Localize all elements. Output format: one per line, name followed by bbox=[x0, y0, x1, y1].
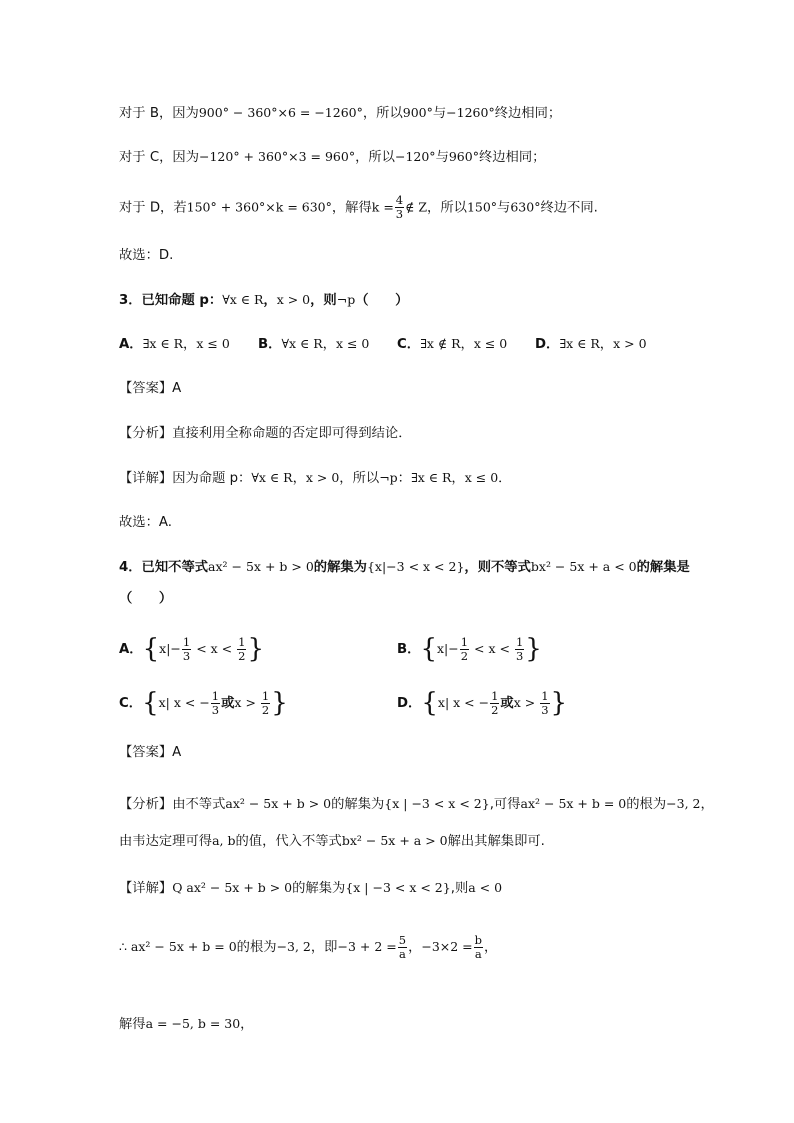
text: 解得 bbox=[119, 1017, 146, 1032]
fraction bbox=[211, 690, 220, 717]
right-brace: } bbox=[247, 634, 264, 664]
text: 的根为 bbox=[236, 940, 277, 955]
question-4-paren: （ ） bbox=[119, 591, 173, 606]
math: ¬p bbox=[379, 470, 398, 485]
denominator: 2 bbox=[238, 648, 246, 663]
math: −120° + 360°×3 = 960° bbox=[199, 149, 356, 164]
numerator: 1 bbox=[238, 634, 246, 649]
numerator: b bbox=[474, 932, 483, 947]
math: 960° bbox=[448, 149, 479, 164]
denominator: 2 bbox=[261, 702, 270, 717]
math: −120° bbox=[394, 149, 436, 164]
left-brace: { bbox=[421, 688, 438, 718]
math: bx² − 5x + a < 0 bbox=[530, 559, 637, 574]
math: x > bbox=[234, 695, 260, 710]
denominator: 3 bbox=[395, 207, 404, 221]
left-brace: { bbox=[142, 634, 160, 664]
text: 解出其解集即可. bbox=[447, 834, 545, 849]
solution-line-d bbox=[119, 194, 754, 221]
text: ， bbox=[700, 797, 714, 812]
math: x|− bbox=[436, 641, 459, 656]
text: 的根为 bbox=[626, 797, 667, 812]
math: ax² − 5x + b = 0 bbox=[520, 796, 627, 811]
q3-analysis bbox=[119, 423, 754, 445]
math: ∃x ∉ R bbox=[420, 336, 461, 351]
option-label: D． bbox=[397, 696, 422, 711]
text: ，则不等式 bbox=[464, 560, 531, 575]
math: ∉ Z bbox=[405, 199, 428, 215]
text: 的解集为 bbox=[292, 881, 346, 896]
section-tag: 【详解】 bbox=[119, 881, 173, 896]
guxuan-a: 故选：A. bbox=[119, 515, 172, 530]
text: 4．已知不等式 bbox=[119, 560, 209, 575]
q3-option-d[interactable] bbox=[535, 333, 647, 356]
text: ，所以 bbox=[427, 200, 467, 216]
q4-option-d[interactable] bbox=[397, 686, 567, 721]
text: ： bbox=[397, 471, 411, 486]
text: 与 bbox=[432, 106, 447, 121]
denominator: 3 bbox=[182, 648, 191, 663]
text: 对于 D，若 bbox=[119, 200, 187, 216]
math: 900° bbox=[402, 105, 433, 120]
math: < x < bbox=[470, 641, 514, 656]
text: ，所以 bbox=[355, 150, 395, 165]
math: x ≤ 0 bbox=[473, 336, 508, 351]
fraction bbox=[474, 934, 483, 961]
text: 与 bbox=[435, 150, 449, 165]
text: ， bbox=[183, 337, 197, 352]
text: 终边相同； bbox=[494, 106, 562, 121]
section-tag: 【分析】 bbox=[119, 797, 173, 812]
text: ,可得 bbox=[489, 797, 521, 812]
text: 由韦达定理可得 bbox=[119, 834, 213, 849]
math: Q ax² − 5x + b > 0 bbox=[172, 880, 293, 895]
solution-line-c bbox=[119, 146, 754, 169]
text: ， bbox=[408, 940, 422, 955]
text: ，则 bbox=[310, 293, 337, 308]
text: 的解集为 bbox=[313, 560, 367, 575]
q4-analysis-2 bbox=[119, 830, 754, 853]
left-brace: { bbox=[420, 634, 437, 664]
option-label: A． bbox=[119, 642, 143, 657]
math: ax² − 5x + b > 0 bbox=[208, 559, 314, 574]
text: ， bbox=[484, 940, 498, 955]
math: x| x < − bbox=[158, 695, 210, 710]
option-label: B． bbox=[397, 642, 421, 657]
numerator: 1 bbox=[541, 688, 549, 703]
text: 由不等式 bbox=[172, 797, 226, 812]
q4-option-b[interactable] bbox=[397, 632, 542, 667]
math: x > 0 bbox=[613, 336, 647, 351]
text: 因为命题 p： bbox=[172, 471, 252, 486]
fraction bbox=[515, 636, 524, 663]
math: {x|−3 < x < 2} bbox=[366, 559, 465, 574]
math: a, b bbox=[212, 833, 236, 848]
text: 终边相同； bbox=[478, 150, 546, 165]
math: x > 0 bbox=[276, 292, 311, 307]
q3-option-c[interactable] bbox=[397, 333, 507, 356]
text: ，即 bbox=[310, 940, 338, 955]
numerator: 1 bbox=[515, 634, 524, 649]
numerator: 1 bbox=[491, 688, 499, 703]
text: ,则 bbox=[450, 881, 469, 896]
q4-option-c[interactable] bbox=[119, 686, 288, 721]
math: −1260° bbox=[446, 105, 495, 120]
math: {x | −3 < x < 2} bbox=[345, 880, 451, 895]
q4-detail-3 bbox=[119, 1013, 754, 1036]
math: k = bbox=[371, 199, 394, 215]
text: ， bbox=[599, 337, 614, 352]
math: < x < bbox=[192, 641, 237, 656]
q3-answer: 【答案】A bbox=[119, 381, 182, 396]
denominator: 2 bbox=[491, 702, 499, 717]
denominator: a bbox=[474, 946, 482, 961]
numerator: 5 bbox=[398, 932, 407, 947]
fraction bbox=[261, 690, 270, 717]
math: ∀x ∈ R bbox=[222, 292, 264, 307]
math: a = −5, b = 30 bbox=[145, 1016, 241, 1031]
option-label: C． bbox=[119, 696, 143, 711]
option-label: C． bbox=[397, 337, 421, 352]
math: ¬p bbox=[336, 292, 356, 307]
section-tag: 【分析】 bbox=[119, 426, 173, 441]
q3-option-a[interactable] bbox=[119, 333, 230, 356]
text: 的解集是 bbox=[636, 560, 690, 575]
right-brace: } bbox=[550, 688, 568, 718]
text: ， bbox=[240, 1017, 254, 1032]
text: 与 bbox=[497, 200, 511, 216]
text: 或 bbox=[500, 696, 514, 711]
math: x > 0 bbox=[305, 470, 340, 485]
math: −3, 2 bbox=[666, 796, 701, 811]
text: 直接利用全称命题的否定即可得到结论． bbox=[172, 426, 412, 441]
denominator: 3 bbox=[515, 648, 524, 663]
option-label: B． bbox=[258, 337, 282, 352]
math: 150° bbox=[466, 199, 498, 215]
option-label: D． bbox=[535, 337, 560, 352]
math: 150° + 360°×k = 630° bbox=[186, 199, 332, 215]
text: ， bbox=[322, 337, 336, 352]
fraction bbox=[460, 636, 469, 663]
fraction bbox=[490, 690, 499, 717]
math: x ≤ 0 bbox=[464, 470, 499, 485]
math: −3×2 = bbox=[421, 939, 473, 954]
math: 900° − 360°×6 = −1260° bbox=[198, 105, 363, 120]
math: x ≤ 0 bbox=[335, 336, 370, 351]
text: ， bbox=[451, 471, 465, 486]
text: ， bbox=[460, 337, 474, 352]
q3-detail bbox=[119, 467, 754, 490]
text: 对于 C，因为 bbox=[119, 150, 199, 165]
question-4-stem bbox=[119, 556, 754, 579]
q4-detail-2 bbox=[119, 930, 754, 965]
text: 的值，代入不等式 bbox=[235, 834, 342, 849]
math: bx² − 5x + a > 0 bbox=[341, 833, 448, 848]
math: ax² − 5x + b > 0 bbox=[225, 796, 332, 811]
q4-answer: 【答案】A bbox=[119, 745, 182, 760]
section-tag: 【详解】 bbox=[119, 471, 173, 486]
numerator: 1 bbox=[182, 634, 191, 649]
denominator: 3 bbox=[541, 702, 549, 717]
math: 630° bbox=[510, 199, 541, 215]
numerator: 1 bbox=[460, 634, 469, 649]
text: 终边不同. bbox=[540, 200, 598, 216]
math: ∀x ∈ R bbox=[281, 336, 323, 351]
math: −3, 2 bbox=[276, 939, 311, 954]
fraction bbox=[237, 636, 246, 663]
math: ∀x ∈ R bbox=[251, 470, 293, 485]
math: {x | −3 < x < 2} bbox=[384, 796, 490, 811]
q3-option-b[interactable] bbox=[258, 333, 369, 356]
text: ， bbox=[263, 293, 277, 308]
text: ． bbox=[498, 471, 512, 486]
fraction bbox=[395, 194, 404, 221]
option-label: A． bbox=[119, 337, 143, 352]
fraction bbox=[398, 934, 407, 961]
left-brace: { bbox=[142, 688, 159, 718]
math: −3 + 2 = bbox=[337, 939, 397, 954]
math: x|− bbox=[159, 641, 181, 656]
text: ，所以 bbox=[339, 471, 380, 486]
right-brace: } bbox=[271, 688, 288, 718]
text: （ ） bbox=[355, 293, 409, 308]
text: ， bbox=[292, 471, 306, 486]
question-3-stem bbox=[119, 289, 754, 312]
math: ∃x ∈ R bbox=[410, 470, 452, 485]
text: 或 bbox=[221, 696, 235, 711]
denominator: a bbox=[398, 946, 406, 961]
math: ∃x ∈ R bbox=[559, 336, 600, 351]
fraction bbox=[182, 636, 191, 663]
numerator: 4 bbox=[395, 193, 404, 207]
math: ∴ ax² − 5x + b = 0 bbox=[119, 939, 237, 954]
fraction bbox=[540, 690, 549, 717]
text: ，所以 bbox=[362, 106, 403, 121]
text: 对于 B，因为 bbox=[119, 106, 199, 121]
q4-option-a[interactable] bbox=[119, 632, 264, 667]
math: a < 0 bbox=[468, 880, 503, 895]
text: 的解集为 bbox=[331, 797, 385, 812]
right-brace: } bbox=[525, 634, 542, 664]
denominator: 3 bbox=[211, 702, 220, 717]
q4-detail bbox=[119, 877, 754, 900]
solution-line-b bbox=[119, 102, 754, 125]
denominator: 2 bbox=[460, 648, 469, 663]
math: x ≤ 0 bbox=[196, 336, 230, 351]
text: ，解得 bbox=[331, 200, 372, 216]
math: x > bbox=[513, 695, 540, 710]
numerator: 1 bbox=[261, 688, 270, 703]
text: 3．已知命题 p： bbox=[119, 293, 223, 308]
math: ∃x ∈ R bbox=[142, 336, 184, 351]
q4-analysis bbox=[119, 793, 754, 816]
math: x| x < − bbox=[437, 695, 490, 710]
numerator: 1 bbox=[211, 688, 220, 703]
guxuan-d: 故选：D. bbox=[119, 248, 174, 263]
